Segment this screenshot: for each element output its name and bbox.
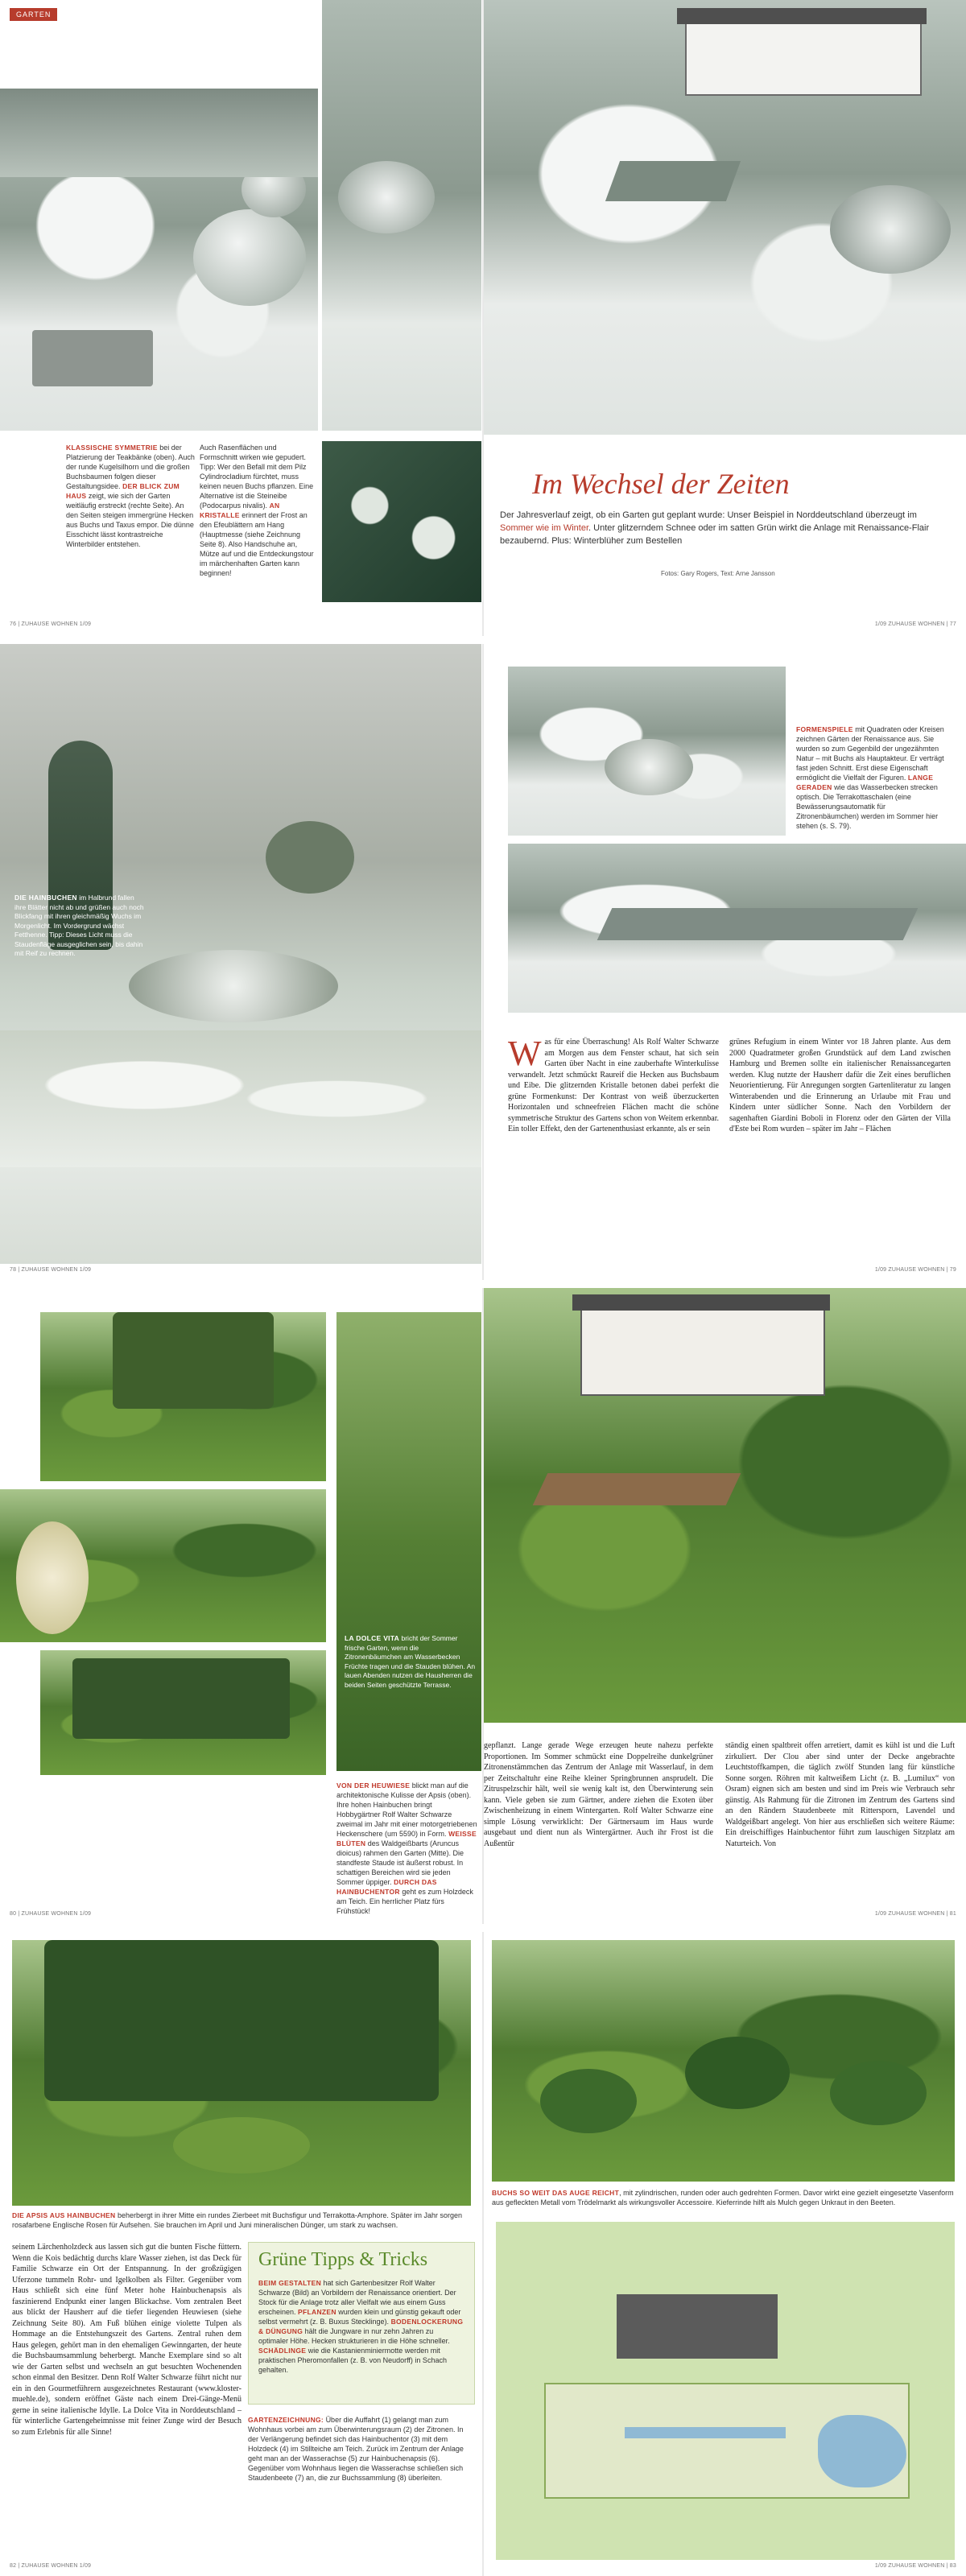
intro-text-before: Der Jahresverlauf zeigt, ob ein Garten gut geplant wurde: Unser Beispiel in Norddeutschland überzeugt im [500, 510, 917, 520]
caption-text-formen: mit Quadraten oder Kreisen zeichnen Gärten der Renaissance aus. Sie wurden so zum Gegenbild der ungezähmten Natur – mit Buchs als Hauptakteur. Er verträgt fast jeden Schnitt. Erst diese Eigenschaft ermöglicht die Vielfalt der Figuren. [796, 725, 944, 782]
article-title: Im Wechsel der Zeiten [532, 468, 790, 500]
body-text-left: gepflanzt. Lange gerade Wege erzeugen heute nahezu perfekte Proportionen. Im Sommer schmückt eine Doppelreihe dunkelgrüner Zitronenstämmchen das Zentrum der Anlage mit Wasserlauf, in dem per Zeitschaltuhr eine Reihe kleiner Springbrunnen ansprudelt. Die Zitruspelzschir hält, weil sie wenig kalt ist, den Überwinterung sein kann. Viele geben sie zum Gärtner, andere ziehen die Exoten über Zwischenheizung in einem Wintergarten. Rolf Walter Schwarze eine simple Lösung verwirklicht: Der Gärtnersaum im Haus wurde ausgebaut und dient nun als Wintergärtner. Auch ihr Frost ist die Außentür [484, 1741, 713, 1848]
tips-head-boden: BODENLOCKERUNG & DÜNGUNG [258, 2318, 464, 2335]
caption-head-hainbuchen: DIE HAINBUCHEN [14, 894, 77, 902]
photo-teak-bench-winter [0, 89, 318, 431]
plan-caption-head: GARTENZEICHNUNG: [248, 2416, 324, 2424]
caption-head-dolce: LA DOLCE VITA [345, 1634, 400, 1642]
tips-title: Grüne Tipps & Tricks [258, 2249, 428, 2270]
caption-text-rasen: Auch Rasenflächen und Formschnitt wirken wie gepudert. Tipp: Wer den Befall mit dem Pilz Cylindrocladium fürchtet, muss keinen neuen Buchs pflanzen. Eine Alternative ist die Steineibe (Podocarpus nivalis). [200, 444, 314, 510]
photo-water-basin-winter [508, 844, 966, 1013]
body-text: seinem Lärchenholzdeck aus lassen sich gut die bunten Fische füttern. Wenn die Kois bedächtig durchs klare Wasser ziehen, ist das Deck für Familie Schwarze ein Ort der Entspannung. In der großzügigen Uferzone tummeln Rohr- und Igelkolben als Filter. Gegenüber vom Haus schließt sich eine fünf Meter hohe Hainbuchenapsis als faszinierend Endpunkt einer langen Blickachse. Vom zentralen Beet aus blickt der Hausherr auf die tiefer liegenden Heuwiesen (siehe Zeichnung Seite 80). Am Fuß blühen einige violette Tulpen als Hommage an die Entstehungszeit des Gartens. Zentral ruhen dem Haus gelegen, gehört man in den ehemaligen Gewinngarten, der heute die Buchsbaumsammlung beherbergt. Manche Exemplare sind so alt wie der Garten selbst und wechseln an gut besuchten Wochenenden schon einmal den Besitzer. Denn Rolf Walter Schwarze führt nicht nur ein in den Gourmetführern ausgezeichnetes Restaurant (www.kloster-muehle.de), sondern eröffnet Gäste nach einem Drei-Gänge-Menü gerne in seine italienische Idylle. La Dolce Vita in Norddeutschland – für winterliche Gartengeheimnisse mit feiner Zunge wird der Besuch so zum Erlebnis für alle Sinne! [12, 2243, 242, 2437]
caption-text-buchs: , mit zylindrischen, runden oder auch gedrehten Formen. Davor wirkt eine gezielt eingesetzte Vasenform aus gefleckten Metall vom Trödelmarkt als wirkungsvoller Accessoire. Kieferrinde hilft als Mulch gegen Unkraut in den Beeten. [492, 2189, 954, 2207]
photo-white-blossoms [0, 1489, 326, 1642]
body-text-right: grünes Refugium in einem Winter vor 18 Jahren plante. Aus dem 2000 Quadratmeter großen Grundstück auf dem Land zwischen Hamburg und Bremen sollte ein italienischer Renaissancegarten werden. Klug nutzte der Hausherr dafür die Zeit eines beruflichen Neuorientierung. Für Anregungen sorgten Gartenliteratur zu langen Winterabenden und die Erinnerung an Urlaube mit Frau und Kindern unter südlicher Sonne. Nach den Vorbildern der sagenhaften Giardini Boboli in Florenz oder den Gärten der Villa d'Este bei Rom wurden – später im Jahr – Flächen [729, 1038, 951, 1133]
page-right [484, 0, 966, 636]
photo-hainbuchen-apsis [40, 1312, 326, 1481]
caption-head-kristalle: AN KRISTALLE [200, 502, 280, 519]
folio-left: 82 | ZUHAUSE WOHNEN 1/09 [10, 2563, 92, 2569]
photo-buchs-collection [492, 1940, 955, 2182]
caption-head-bluten: WEISSE BLÜTEN [336, 1830, 477, 1847]
photo-winter-house-view [484, 0, 966, 435]
page-right [484, 1932, 966, 2576]
article-body-right [725, 1740, 955, 1849]
tips-text-pflanzen: wurden klein und günstig gekauft oder selbst vermehrt (z. B. Buxus Stecklinge). [258, 2308, 461, 2326]
page-left [0, 644, 481, 1280]
garden-plan-drawing [496, 2222, 955, 2560]
article-body-left [484, 1740, 713, 1849]
photo-frosted-ivy [322, 441, 481, 602]
photo-credits: Fotos: Gary Rogers, Text: Arne Jansson [661, 570, 775, 577]
middle-caption [200, 443, 316, 578]
photo-apsis-summer [12, 1940, 471, 2206]
intro-highlight: Sommer wie im Winter [500, 523, 589, 533]
caption-head-buchs: BUCHS SO WEIT DAS AUGE REICHT [492, 2189, 620, 2197]
caption-text-hain: geht es zum Holzdeck am Teich. Ein herrlicher Platz fürs Frühstück! [336, 1888, 473, 1915]
caption-text-kristalle: erinnert der Frost an den Efeublättern am Hang (Hauptmesse (siehe Zeichnung Seite 8). Also Handschuhe an, Mütze auf und die Entdeckungstour im märchenhaften Garten kann beginnen! [200, 511, 314, 577]
tips-head-pflanzen: PFLANZEN [298, 2308, 336, 2316]
left-caption [66, 443, 195, 549]
caption-head-hain: DURCH DAS HAINBUCHENTOR [336, 1878, 437, 1896]
caption-text-hainbuchen: im Halbrund fallen ihre Blätter nicht ab und grüßen auch noch Blickfang mit ihren gleichmäßig Wuchs im Morgenlicht. Im Vordergrund wächst Fetthenne. Tipp: Dieses Licht muss die Staudenfläge ausgeglichen sein, bis dahin mit Reif zu rechnen. [14, 894, 144, 957]
section-tag: GARTEN [10, 8, 57, 21]
folio-left: 80 | ZUHAUSE WOHNEN 1/09 [10, 1911, 92, 1917]
caption-head-formen: FORMENSPIELE [796, 725, 853, 733]
caption-dolce-vita [345, 1634, 477, 1690]
caption-text-blick: zeigt, wie sich der Garten weitläufig erstreckt (rechte Seite). An den Seiten steigen immergrüne Hecken aus Buchs und Taxus empor. Die dünne Eisschicht lässt kontrastreiche Winterbilder entstehen. [66, 492, 194, 548]
spread-summer-tips [0, 1932, 966, 2576]
caption-heuwiese [336, 1781, 477, 1916]
drop-cap: W [508, 1034, 542, 1073]
caption-head-heuwiese: VON DER HEUWIESE [336, 1781, 411, 1790]
folio-left: 76 | ZUHAUSE WOHNEN 1/09 [10, 621, 92, 627]
body-text-left: as für eine Überraschung! Als Rolf Walter Schwarze am Morgen aus dem Fenster schaut, hat sich sein Garten über Nacht in eine zauberhafte Winterkulisse verwandelt. Jetzt schmückt Raureif die Hecken aus Buchsbaum und Eibe. Die glitzernden Kristalle betonen dabei perfekt die grüne Formenkunst: Der Kontrast von weiß überzuckerten Horizontalen und schneefreien Flächen macht die schöne symmetrische Struktur des Gartens schon von Weitem erkennbar. Ein toller Effekt, den der Gartenenthusiast erkannte, als er sein [508, 1038, 719, 1133]
tips-text-schaedlinge: wie die Kastanienminiermotte werden mit praktischen Pheromonfallen (z. B. von Neudorff) in Schach gehalten. [258, 2347, 447, 2374]
page-right [484, 1288, 966, 1924]
photo-hainbuchentor [40, 1650, 326, 1775]
caption-text-bluten: des Waldgeißbarts (Aruncus dioicus) rahmen den Garten (Mitte). Die standfeste Staude ist äußerst robust. In schattigen Bereichen wird sie jeden Sommer üppiger. [336, 1839, 464, 1886]
article-body [12, 2242, 242, 2438]
plan-caption [248, 2415, 473, 2483]
article-intro [500, 509, 951, 547]
tips-text-boden: hält die Jungware in nur zehn Jahren zu optimaler Höhe. Hecken strukturieren in die Höhe schneller. [258, 2327, 450, 2345]
caption-buchs [492, 2188, 955, 2207]
tips-text [258, 2278, 464, 2375]
tips-text-gestalten: hat sich Gartenbesitzer Rolf Walter Schwarze (Bild) an Vorbildern der Renaissance orientiert. Der Stock für die Anlage trotz aller Vielfalt wie aus einem Guss erscheinen. [258, 2279, 456, 2316]
photo-garden-right-top [322, 0, 481, 431]
folio-right: 1/09 ZUHAUSE WOHNEN | 79 [874, 1267, 956, 1273]
tips-box [248, 2242, 475, 2405]
body-text-right: ständig einen spaltbreit offen arretiert, damit es kühl ist und die Luft zirkuliert. Der Clou aber sind unter der Decke angebrachte Leuchtstoffkampen, die täglich zwölf Stunden lang für künstliche Sonne sorgen. Röhren mit kaltweißem Licht (z. B. „Lumilux“ von Osram) eignen sich am besten und sind im Preis wie Verbrauch sehr günstig. Als Rahmung für die Zitronen im Zentrum des Gartens sind an den Rändern Staudenbeete mit Rittersporn, Lavendel und Waldgeißbart angelegt. Von hier aus erschließen sich weitere Räume: Ein dreischiffiges Hainbuchentor führt zum lauschigen Sitzplatz am Naturteich. Von [725, 1741, 955, 1848]
page-left [0, 1288, 481, 1924]
caption-head-apsis: DIE APSIS AUS HAINBUCHEN [12, 2211, 116, 2219]
caption-text-lange: wie das Wasserbecken strecken optisch. Die Terrakottaschalen (eine Bewässerungsautomatik für Zitronenbäumchen) werden im Sommer hier stehen (s. S. 79). [796, 783, 939, 830]
spread-winter-opening [0, 0, 966, 636]
folio-right: 1/09 ZUHAUSE WOHNEN | 83 [874, 2563, 956, 2569]
plan-caption-text: Über die Auffahrt (1) gelangt man zum Wohnhaus vorbei am zum Überwinterungsraum (2) der Zitronen. In der Verlängerung befindet sich das Hainbuchentor (3) mit dem Holzdeck (4) im Stillteiche am Teich. Zurück im Zentrum der Anlage geht man an der Wasserachse (5) zur Hainbuchenapsis (6). Gegenüber vom Wohnhaus liegen die Wasserachse schließen sich Staudenbeete (7) an, die zur Buchssammlung (8) überleiten. [248, 2416, 464, 2482]
folio-right: 1/09 ZUHAUSE WOHNEN | 77 [874, 621, 956, 627]
caption-formen [796, 724, 949, 831]
photo-summer-house-view [484, 1288, 966, 1723]
caption-text-symmetrie: bei der Platzierung der Teakbänke (oben). Auch der runde Kugelsilhorn und die großen Buchsbaumen folgen dieser Gestaltungsidee. [66, 444, 195, 490]
page-right [484, 644, 966, 1280]
article-body-left [508, 1034, 719, 1135]
photo-dolce-vita-terrace [336, 1312, 481, 1771]
intro-text-after: . Unter glitzerndem Schnee oder im satten Grün wirkt die Anlage mit Renaissance-Flair bezaubernd. Plus: Winterblüher zum Bestellen [500, 523, 930, 546]
article-body-right [729, 1037, 951, 1135]
page-left [0, 0, 481, 636]
tips-head-gestalten: BEIM GESTALTEN [258, 2279, 322, 2287]
caption-head-lange: LANGE GERADEN [796, 774, 934, 791]
caption-text-heuwiese: blickt man auf die architektonische Kulisse der Apsis (oben). Ihre hohen Hainbuchen bringt Hobbygärtner Rolf Walter Schwarze zweimal im Jahr mit einer motorgetriebenen Heckenschere (um 5590) in Form. [336, 1781, 477, 1838]
photo-parterre-circles [508, 667, 786, 836]
spread-summer-garden [0, 1288, 966, 1924]
caption-head-blick: DER BLICK ZUM HAUS [66, 482, 180, 500]
spread-winter-formen [0, 644, 966, 1280]
tips-head-schaedlinge: SCHÄDLINGE [258, 2347, 307, 2355]
caption-text-dolce: bricht der Sommer frische Garten, wenn die Zitronenbäumchen am Wasserbecken Früchte tragen und die Stauden blühen. An lauen Abenden nutzen die Hausherren die beiden Seiten geschützte Terrasse. [345, 1634, 476, 1689]
folio-left: 78 | ZUHAUSE WOHNEN 1/09 [10, 1267, 92, 1273]
folio-right: 1/09 ZUHAUSE WOHNEN | 81 [874, 1911, 956, 1917]
caption-hainbuchen [14, 894, 147, 959]
caption-apsis [12, 2211, 471, 2230]
caption-text-apsis: beherbergt in ihrer Mitte ein rundes Zierbeet mit Buchsfigur und Terrakotta-Amphore. Später im Jahr sorgen rosafarbene Englische Rosen für Aufsehen. Sie brauchen im April und Juni mineralischen Dünger, um stark zu wachsen. [12, 2211, 462, 2229]
caption-head-symmetrie: KLASSISCHE SYMMETRIE [66, 444, 158, 452]
page-left [0, 1932, 481, 2576]
